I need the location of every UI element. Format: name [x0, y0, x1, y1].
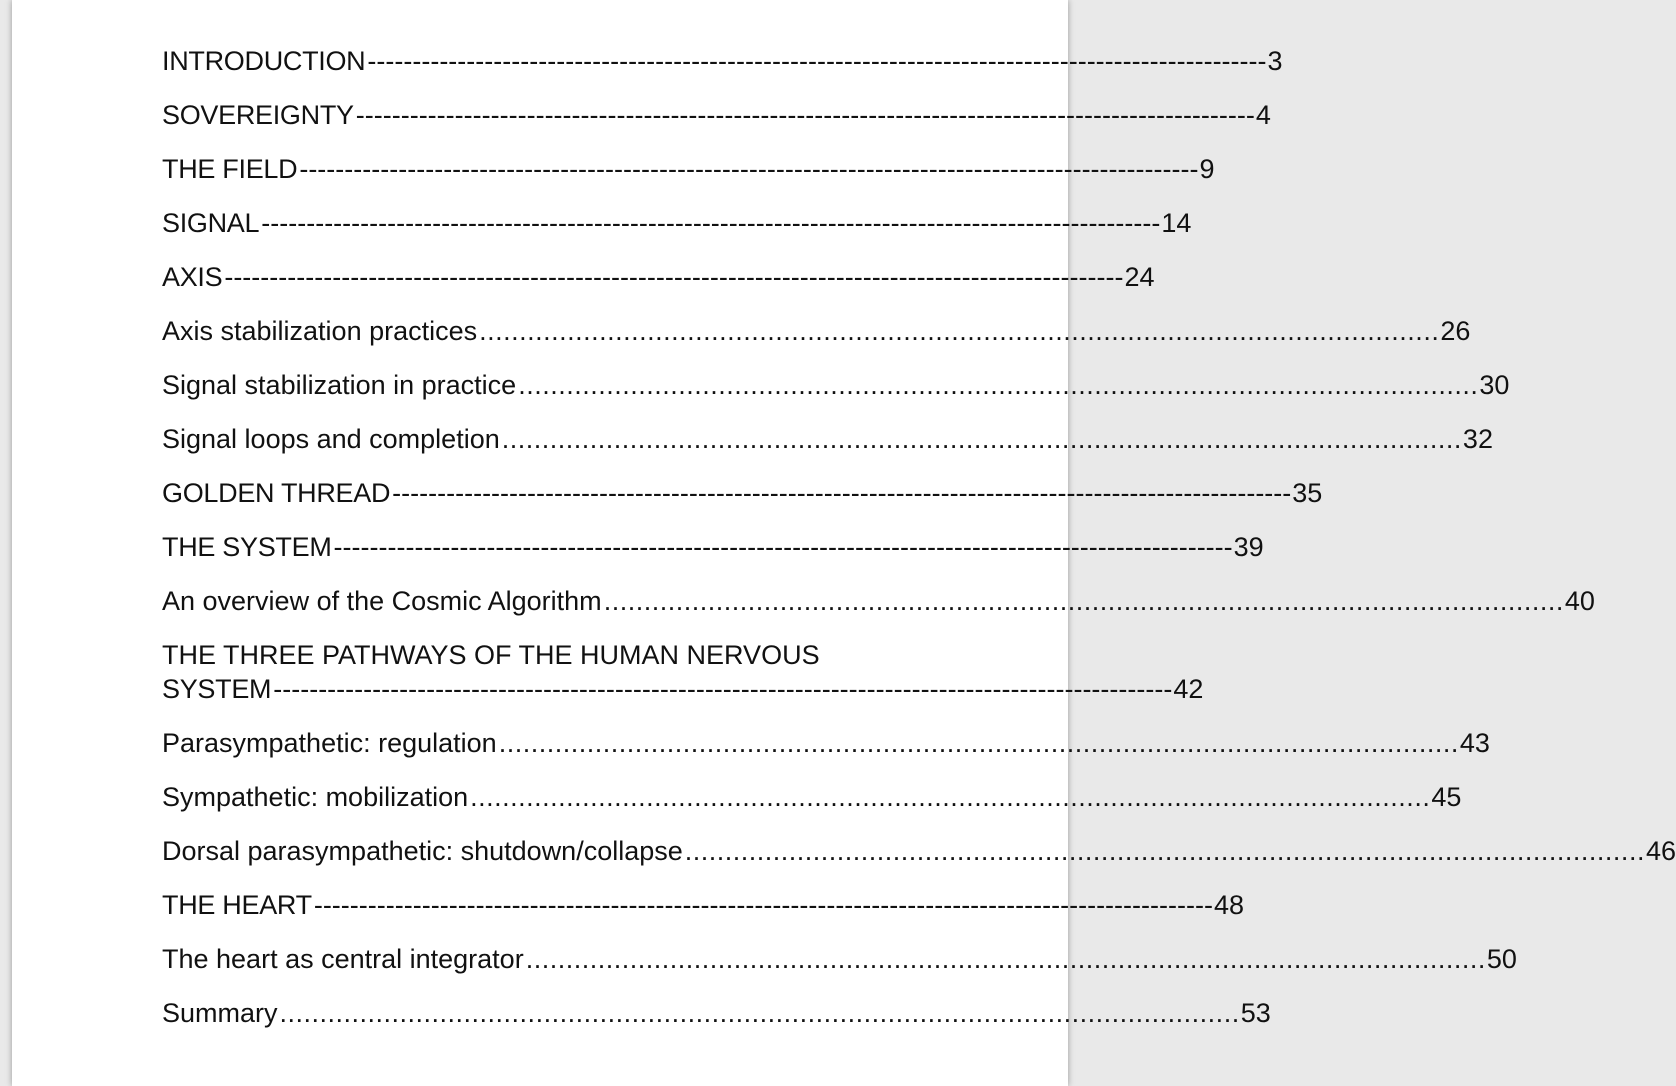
dash-leader: ---------------------------------------------------------------------------------------------------- [367, 46, 1267, 76]
toc-page-number: 4 [1255, 100, 1271, 130]
dash-leader: ---------------------------------------------------------------------------------------------------- [224, 262, 1124, 292]
document-page [12, 0, 1676, 1086]
toc-page-number: 24 [1124, 262, 1155, 292]
toc-page-number: 46 [1645, 836, 1676, 866]
dot-leader: ........................................................................................................................ [518, 370, 1479, 400]
toc-entry-dorsal-parasympathetic[interactable] [162, 834, 1676, 868]
toc-entry-golden-thread[interactable] [162, 476, 1323, 510]
toc-entry-signal[interactable] [162, 206, 1192, 240]
toc-entry-signal-stabilization-in-practice[interactable] [162, 368, 1510, 402]
dash-leader: ---------------------------------------------------------------------------------------------------- [261, 208, 1161, 238]
toc-entry-title: SIGNAL [162, 208, 260, 238]
toc-entry-the-field[interactable] [162, 152, 1215, 186]
toc-entry-signal-loops-and-completion[interactable] [162, 422, 1493, 456]
dot-leader: ........................................................................................................................ [684, 836, 1645, 866]
dash-leader: ---------------------------------------------------------------------------------------------------- [333, 532, 1233, 562]
toc-page-number: 14 [1161, 208, 1192, 238]
toc-page-number: 35 [1292, 478, 1323, 508]
toc-entry-title: THE HEART [162, 890, 312, 920]
toc-page-number: 42 [1173, 674, 1204, 704]
toc-entry-the-system[interactable] [162, 530, 1264, 564]
toc-page-number: 48 [1213, 890, 1244, 920]
toc-page-number: 43 [1459, 728, 1490, 758]
toc-entry-title: Sympathetic: mobilization [162, 782, 469, 812]
toc-entry-title: SOVEREIGNTY [162, 100, 354, 130]
toc-entry-three-pathways[interactable] [162, 638, 1204, 706]
toc-entry-title: THE SYSTEM [162, 532, 332, 562]
toc-entry-the-heart[interactable] [162, 888, 1244, 922]
toc-entry-title: Axis stabilization practices [162, 316, 478, 346]
toc-entry-heart-central-integrator[interactable] [162, 942, 1517, 976]
toc-page-number: 53 [1240, 998, 1271, 1028]
toc-entry-title: INTRODUCTION [162, 46, 366, 76]
toc-entry-title: GOLDEN THREAD [162, 478, 391, 508]
toc-entry-title: Parasympathetic: regulation [162, 728, 497, 758]
dash-leader: ---------------------------------------------------------------------------------------------------- [355, 100, 1255, 130]
toc-page-number: 26 [1440, 316, 1471, 346]
toc-entry-title: Dorsal parasympathetic: shutdown/collapse [162, 836, 683, 866]
dot-leader: ........................................................................................................................ [525, 944, 1486, 974]
toc-entry-introduction[interactable] [162, 44, 1283, 78]
toc-page-number: 50 [1486, 944, 1517, 974]
toc-entry-title-line1: THE THREE PATHWAYS OF THE HUMAN NERVOUS [162, 640, 820, 670]
dash-leader: ---------------------------------------------------------------------------------------------------- [273, 674, 1173, 704]
toc-entry-title: THE FIELD [162, 154, 298, 184]
toc-page-number: 32 [1462, 424, 1493, 454]
toc-page-number: 9 [1199, 154, 1215, 184]
toc-page-number: 45 [1431, 782, 1462, 812]
toc-entry-sympathetic-mobilization[interactable] [162, 780, 1462, 814]
toc-entry-title: An overview of the Cosmic Algorithm [162, 586, 602, 616]
dot-leader: ........................................................................................................................ [279, 998, 1240, 1028]
toc-entry-summary[interactable] [162, 996, 1271, 1030]
toc-entry-title: Summary [162, 998, 278, 1028]
toc-entry-title-line2-row [162, 672, 1204, 706]
toc-page-number: 40 [1564, 586, 1595, 616]
dot-leader: ........................................................................................................................ [498, 728, 1459, 758]
dot-leader: ........................................................................................................................ [470, 782, 1431, 812]
toc-entry-title: Signal loops and completion [162, 424, 500, 454]
dot-leader: ........................................................................................................................ [501, 424, 1462, 454]
toc-page-number: 30 [1479, 370, 1510, 400]
dot-leader: ........................................................................................................................ [479, 316, 1440, 346]
toc-entry-axis-stabilization-practices[interactable] [162, 314, 1471, 348]
dash-leader: ---------------------------------------------------------------------------------------------------- [313, 890, 1213, 920]
dash-leader: ---------------------------------------------------------------------------------------------------- [392, 478, 1292, 508]
toc-page-number: 39 [1233, 532, 1264, 562]
table-of-contents [162, 44, 1676, 1050]
dash-leader: ---------------------------------------------------------------------------------------------------- [299, 154, 1199, 184]
dot-leader: ........................................................................................................................ [603, 586, 1564, 616]
toc-entry-sovereignty[interactable] [162, 98, 1271, 132]
toc-entry-title: Signal stabilization in practice [162, 370, 517, 400]
toc-entry-axis[interactable] [162, 260, 1155, 294]
toc-entry-cosmic-algorithm-overview[interactable] [162, 584, 1595, 618]
toc-page-number: 3 [1267, 46, 1283, 76]
toc-entry-parasympathetic-regulation[interactable] [162, 726, 1490, 760]
toc-entry-title: AXIS [162, 262, 223, 292]
toc-entry-title-line2: SYSTEM [162, 674, 272, 704]
toc-entry-title: The heart as central integrator [162, 944, 524, 974]
